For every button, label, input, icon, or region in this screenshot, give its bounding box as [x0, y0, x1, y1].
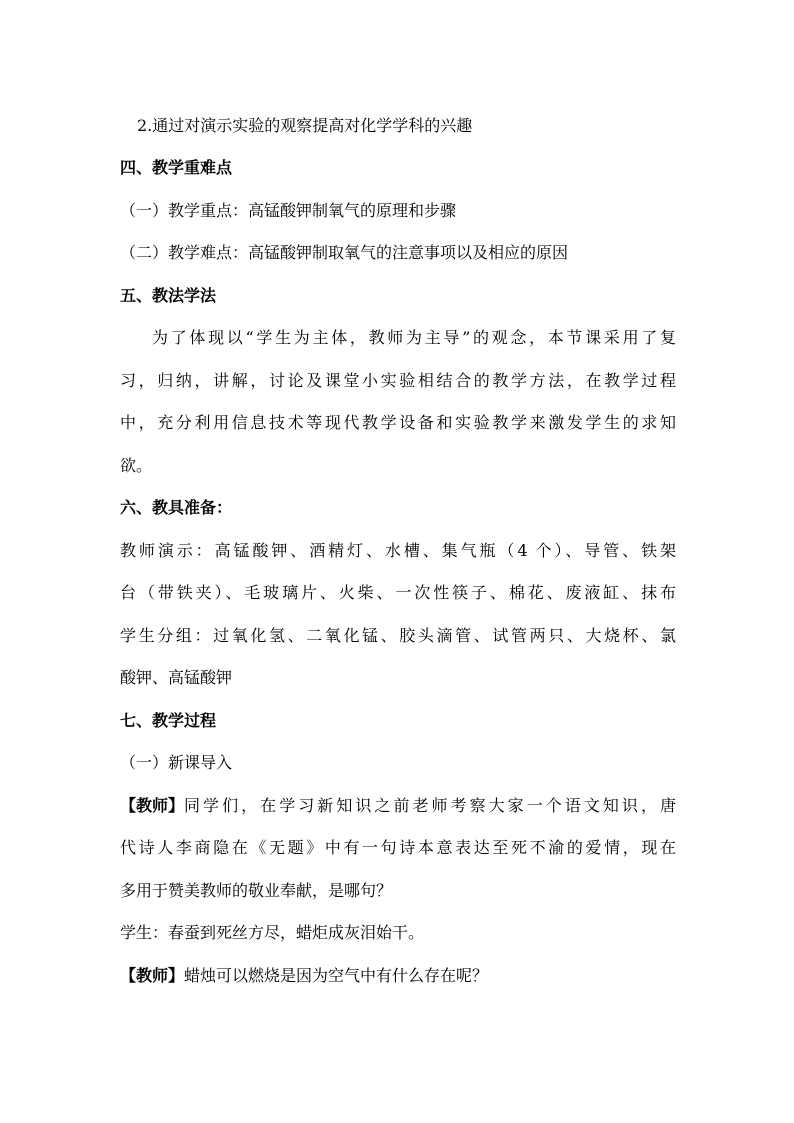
equipment-line-4: 酸钾、高锰酸钾	[120, 668, 233, 687]
equipment-line-1: 教师演示：高锰酸钾、酒精灯、水槽、集气瓶（4 个）、导管、铁架	[120, 541, 676, 560]
key-point: （一）教学重点：高锰酸钾制氧气的原理和步骤	[120, 201, 457, 220]
section-7-title: 七、教学过程	[120, 711, 217, 730]
method-line-1: 为了体现以“学生为主体，教师为主导”的观念，本节课采用了复	[152, 328, 676, 347]
method-line-4: 欲。	[120, 456, 153, 475]
section-5-title: 五、教法学法	[120, 286, 217, 305]
equipment-line-3: 学生分组：过氧化氢、二氧化锰、胶头滴管、试管两只、大烧杯、氯	[120, 626, 676, 645]
teacher-text-2: 蜡烛可以燃烧是因为空气中有什么存在呢？	[184, 966, 489, 985]
teacher-paragraph-2	[120, 966, 488, 986]
method-line-3: 中，充分利用信息技术等现代教学设备和实验教学来激发学生的求知	[120, 413, 676, 432]
teacher-tag: 【教师】	[120, 796, 185, 815]
teacher-paragraph-1-line-1	[120, 796, 676, 816]
teacher-paragraph-1-line-2: 代诗人李商隐在《无题》中有一句诗本意表达至死不渝的爱情，现在	[120, 838, 676, 857]
section-4-title: 四、教学重难点	[120, 158, 233, 177]
subsection-intro: （一）新课导入	[120, 753, 233, 772]
teacher-text-1: 同学们，在学习新知识之前老师考察大家一个语文知识，唐	[184, 796, 676, 815]
teacher-paragraph-1-line-3: 多用于赞美教师的敬业奉献，是哪句？	[120, 881, 393, 900]
objective-2: 2.通过对演示实验的观察提高对化学学科的兴趣	[137, 116, 473, 135]
difficult-point: （二）教学难点：高锰酸钾制取氧气的注意事项以及相应的原因	[120, 243, 569, 262]
equipment-line-2: 台（带铁夹）、毛玻璃片、火柴、一次性筷子、棉花、废液缸、抹布	[120, 583, 676, 602]
method-line-2: 习，归纳，讲解，讨论及课堂小实验相结合的教学方法，在教学过程	[120, 371, 676, 390]
student-answer: 学生：春蚕到死丝方尽，蜡炬成灰泪始干。	[120, 923, 425, 942]
teacher-tag-2: 【教师】	[120, 966, 185, 985]
section-6-title: 六、教具准备：	[120, 498, 233, 517]
